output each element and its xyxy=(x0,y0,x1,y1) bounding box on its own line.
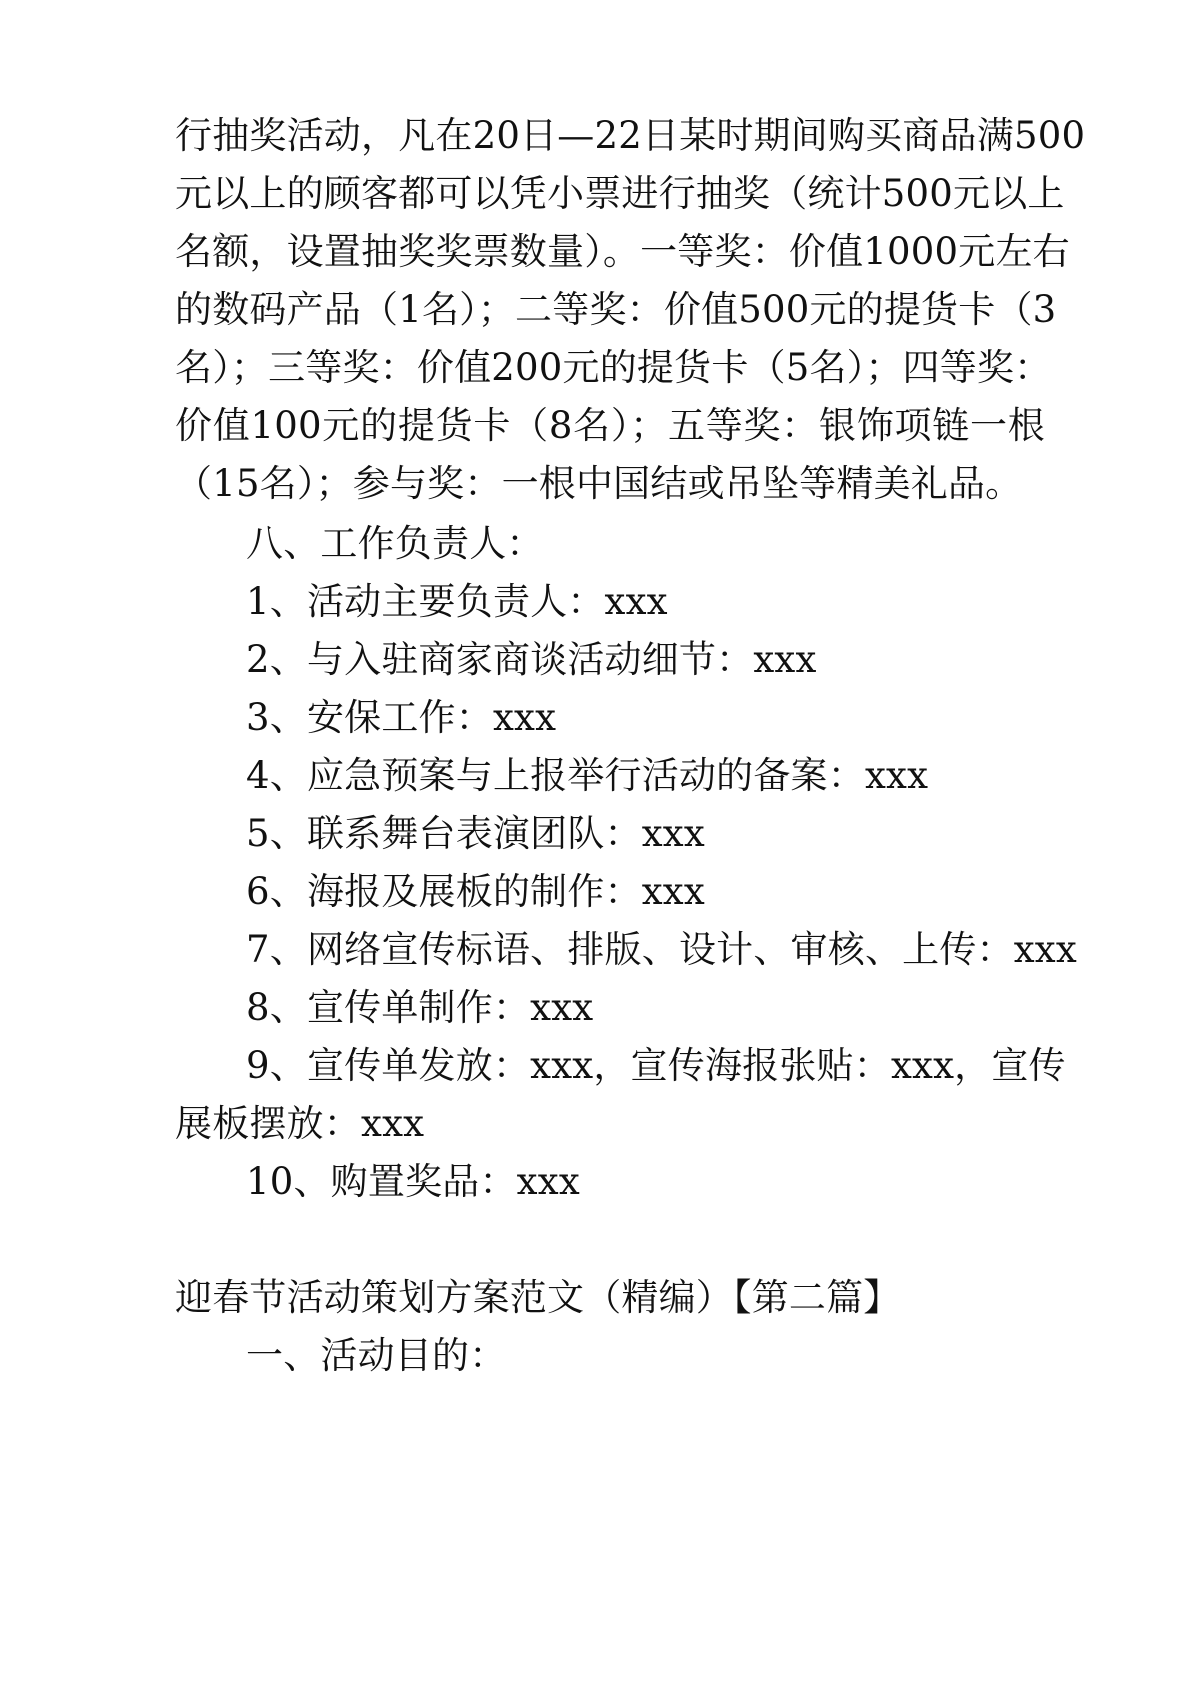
responsibility-item: 5、联系舞台表演团队：xxx xyxy=(246,812,705,855)
responsibility-item: 1、活动主要负责人：xxx xyxy=(246,580,668,623)
prize-paragraph-line-5: 名）；三等奖：价值200元的提货卡（5名）；四等奖： xyxy=(175,346,1052,389)
prize-paragraph-line-1: 行抽奖活动，凡在20日—22日某时期间购买商品满500 xyxy=(175,114,1086,157)
responsibility-item: 8、宣传单制作：xxx xyxy=(246,986,594,1029)
responsibility-item-nine-line-2: 展板摆放：xxx xyxy=(175,1102,425,1145)
responsibility-item: 7、网络宣传标语、排版、设计、审核、上传：xxx xyxy=(246,928,1077,971)
prize-paragraph-line-3: 名额，设置抽奖奖票数量）。一等奖：价值1000元左右 xyxy=(175,230,1070,273)
prize-paragraph-line-2: 元以上的顾客都可以凭小票进行抽奖（统计500元以上 xyxy=(175,172,1065,215)
section-heading: 八、工作负责人： xyxy=(246,522,544,565)
second-article-title: 迎春节活动策划方案范文（精编）【第二篇】 xyxy=(175,1276,901,1319)
responsibility-item: 3、安保工作：xxx xyxy=(246,696,557,739)
responsibility-item: 4、应急预案与上报举行活动的备案：xxx xyxy=(246,754,929,797)
prize-paragraph-line-7: （15名）；参与奖：一根中国结或吊坠等精美礼品。 xyxy=(175,462,1023,505)
responsibility-item: 2、与入驻商家商谈活动细节：xxx xyxy=(246,638,817,681)
responsibility-item-ten: 10、购置奖品：xxx xyxy=(246,1160,580,1203)
prize-paragraph-line-6: 价值100元的提货卡（8名）；五等奖：银饰项链一根 xyxy=(175,404,1045,447)
prize-paragraph-line-4: 的数码产品（1名）；二等奖：价值500元的提货卡（3 xyxy=(175,288,1057,331)
responsibility-item-nine-line-1: 9、宣传单发放：xxx，宣传海报张贴：xxx，宣传 xyxy=(246,1044,1066,1087)
second-article-section-heading: 一、活动目的： xyxy=(246,1334,507,1377)
responsibility-item: 6、海报及展板的制作：xxx xyxy=(246,870,705,913)
